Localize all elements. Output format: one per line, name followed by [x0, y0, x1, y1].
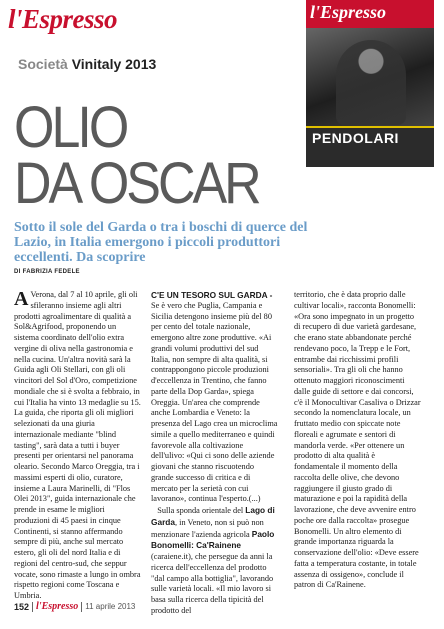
section-topic: Vinitaly 2013: [71, 56, 157, 72]
section-label: [18, 56, 156, 72]
article-column-2: [151, 290, 278, 617]
article-title: [14, 95, 259, 217]
article-column-1: [14, 290, 141, 602]
title-line-1: OLIO: [14, 95, 127, 161]
article-column-3: [294, 290, 421, 591]
column-2-heading: C'E UN TESORO SUL GARDA -: [151, 290, 273, 300]
article-byline: DI FABRIZIA FEDELE: [14, 269, 80, 275]
column-2-paragraph-2: Sulla sponda orientale del Lago di Garda, in Veneto, non si può non menzionare l'azienda agricola Paolo Bonomelli: Ca'Rainene (caraiene.it), che persegue da anni la ricerca dell'eccellenza del prodotto "dal campo alla bottiglia", lavorando sulle varietà locali. «Il mio lavoro si basa sulla ricerca della tipicità del prodotto del: [151, 505, 275, 615]
magazine-cover-thumbnail: [306, 0, 434, 167]
drop-cap: A: [14, 288, 29, 310]
article-subtitle: Sotto il sole del Garda o tra i boschi di querce del Lazio, in Italia emergono i piccoli produttori eccellenti. Da scoprire: [14, 220, 308, 265]
column-3-text: territorio, che è data proprio dalle cultivar locali», racconta Bonomelli: «Ora sono impegnato in un progetto di recupero di due varietà gardesane, che erano state abbandonate perché rendevano poco, la Trepp e le Fort, entrambe dai ricchissimi profili sensoriali». Tra gli oli che hanno ottenuto maggiori riconoscimenti dalle guide di settore e dai concorsi, c'è il Monocultivar Casaliva o Drizzar secondo la nomenclatura locale, un fruttato medio con spiccate note floreali e agrumate e sentori di mandorla verde. «Per ottenere un prodotto di alta qualità è fondamentale il momento della raccolta delle olive, che devono raggiungere il giusto grado di maturazione e poi la rapidità della lavorazione, che deve avvenire entro poche ore dalla raccolta» prosegue Bonomelli. Un altro elemento di grande importanza riguarda la conservazione dell'olio: «Deve essere fatta a temperatura costante, in totale assenza di ossigeno», conclude il patron di Ca'Rainene.: [294, 290, 421, 590]
issue-date: 11 aprile 2013: [85, 602, 136, 611]
page-number: 152: [14, 601, 30, 612]
section-name: Società: [18, 56, 68, 72]
title-line-2: DA OSCAR: [14, 151, 259, 217]
column-1-text: Verona, dal 7 al 10 aprile, gli oli sfileranno insieme agli altri prodotti agroalimentare di qualità a Sol&Agrifood, proponendo un sistema coordinato dell'olio extra vergine di oliva nella gastronomia e nella cucina. Un'altra novità sarà la Guida agli Oli Stellari, con gli oli vincitori del Sol d'Oro, competizione mondiale che si è svolta a febbraio, in cui l'Italia ha vinto 13 medaglie su 15. La guida, che riporta gli oli migliori selezionati da una giuria internazionale mediante "blind tasting", sarà data a tutti i buyer presenti per orientarsi nel panorama oleario. Secondo Marco Oreggia, tra i massimi esperti di olio, curatore, insieme a Laura Marinelli, di "Flos Olei 2013", guida internazionale che prende in esame le migliori produzioni di 45 paesi in cinque Continenti, si stanno affermando sempre di più, anche sul mercato estero, gli oli del nord Italia e di regioni del centro-sud, che seppur vocate, sono rimaste a lungo in ombra rispetto regioni come Toscana e Umbria.: [14, 290, 141, 600]
footer-divider-2: [81, 602, 82, 612]
column-2-text: Se è vero che Puglia, Campania e Sicilia detengono insieme più del 80 per cento del totale nazionale, emergono altre zone produttive. «Ai grandi volumi produttivi del sud Italia, non sempre di alta qualità, si contrappongono piccole produzioni d'eccellenza in Trentino, che fanno parte della Dop Garda», spiega Oreggia. Un'area che comprende anche Lombardia e Veneto: la presenza del Lago crea un microclima simile a quello mediterraneo e quindi favorevole alla coltivazione dell'ulivo: «Qui ci sono delle aziende giovani che stanno riscuotendo grande successo di critica e di mercato per la serietà con cui lavorano», continua l'esperto.(...): [151, 300, 278, 504]
footer-divider: [32, 602, 33, 612]
masthead-logo: l'Espresso: [8, 4, 118, 34]
cover-logo: l'Espresso: [310, 2, 387, 22]
cover-divider: [306, 126, 434, 128]
cover-headline: PENDOLARI: [312, 130, 399, 146]
cover-figure: [336, 40, 406, 125]
footer-logo: l'Espresso: [36, 601, 79, 612]
page-footer: [14, 601, 135, 612]
